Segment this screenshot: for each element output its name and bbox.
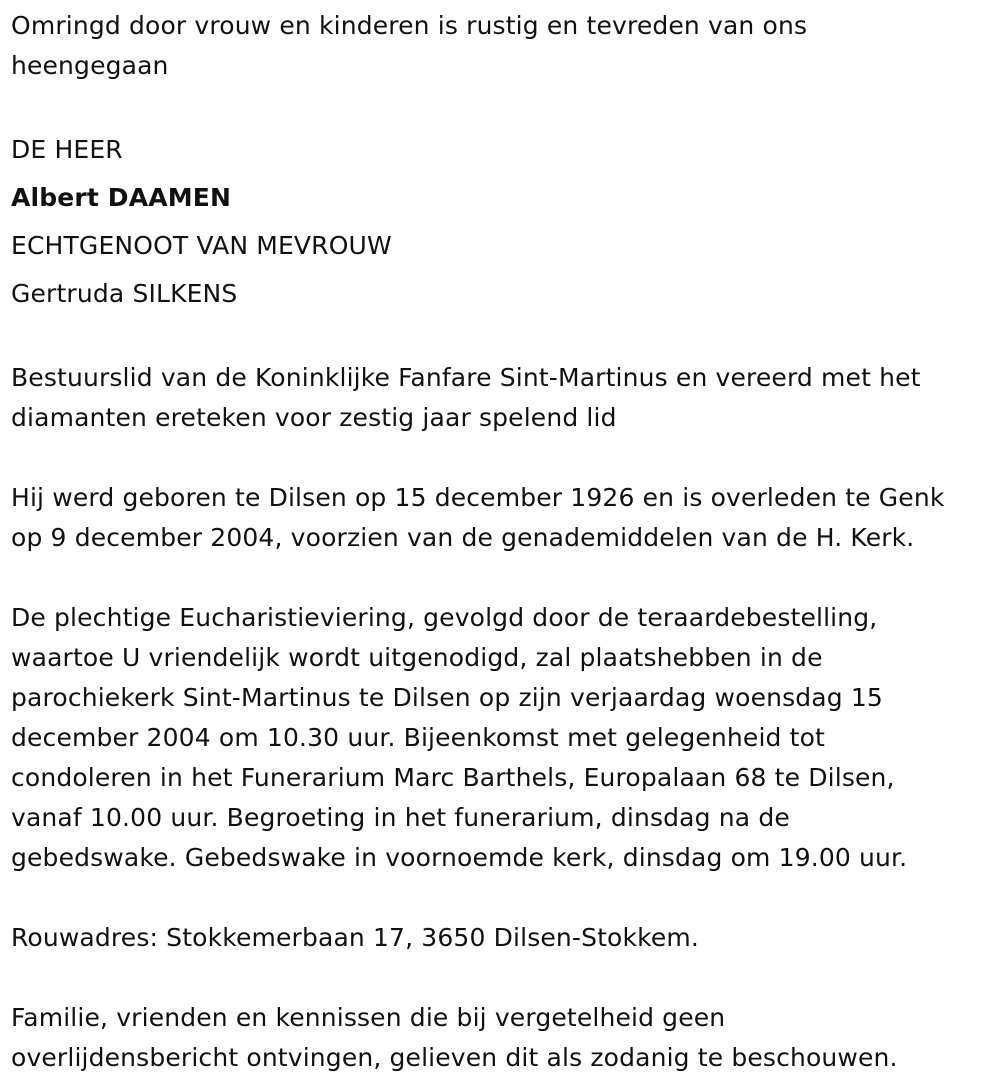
spacer bbox=[11, 86, 1000, 126]
spouse-name: Gertruda SILKENS bbox=[11, 279, 238, 308]
membership-text: Bestuurslid van de Koninklijke Fanfare Sint-Martinus en vereerd met het diamanten ereteken voor zestig jaar spelend lid bbox=[11, 363, 921, 432]
closing-text: Familie, vrienden en kennissen die bij vergetelheid geen overlijdensbericht ontvingen, gelieven dit als zodanig te beschouwen. bbox=[11, 1003, 898, 1072]
spouse-label: ECHTGENOOT VAN MEVROUW bbox=[11, 231, 392, 260]
honorific-title: DE HEER bbox=[11, 135, 123, 164]
spacer bbox=[11, 878, 1000, 918]
deceased-name: Albert DAAMEN bbox=[11, 183, 232, 212]
birth-death-text: Hij werd geboren te Dilsen op 15 december 1926 en is overleden te Genk op 9 december 2004, voorzien van de genademiddelen van de H. Kerk. bbox=[11, 483, 945, 552]
spacer bbox=[11, 558, 1000, 598]
intro-text: Omringd door vrouw en kinderen is rustig en tevreden van ons heengegaan bbox=[11, 11, 808, 80]
address-text: Rouwadres: Stokkemerbaan 17, 3650 Dilsen-Stokkem. bbox=[11, 923, 700, 952]
spacer bbox=[11, 318, 1000, 358]
ceremony-text: De plechtige Eucharistieviering, gevolgd door de teraardebestelling, waartoe U vriendelijk wordt uitgenodigd, zal plaatshebben in de parochiekerk Sint-Martinus te Dilsen op zijn verjaardag woensdag 15 december 2004 om 10.30 uur. Bijeenkomst met gelegenheid tot condoleren in het Funerarium Marc Barthels, Europalaan 68 te Dilsen, vanaf 10.00 uur. Begroeting in het funerarium, dinsdag na de gebedswake. Gebedswake in voornoemde kerk, dinsdag om 19.00 uur. bbox=[11, 603, 908, 872]
spacer bbox=[11, 958, 1000, 998]
name-block bbox=[11, 126, 1000, 318]
spacer bbox=[11, 438, 1000, 478]
